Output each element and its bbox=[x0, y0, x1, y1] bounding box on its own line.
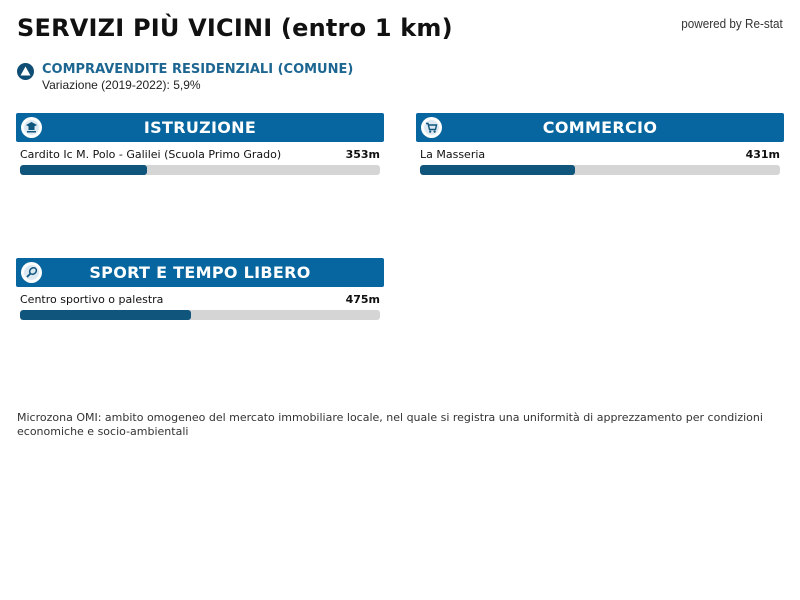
service-name: Cardito Ic M. Polo - Galilei (Scuola Primo Grado) bbox=[20, 148, 282, 161]
service-name: Centro sportivo o palestra bbox=[20, 293, 164, 306]
service-distance: 431m bbox=[745, 148, 780, 161]
list-item bbox=[420, 148, 780, 176]
list-item bbox=[20, 148, 380, 176]
section-commercio bbox=[416, 113, 784, 176]
distance-bar bbox=[20, 310, 380, 320]
distance-bar bbox=[420, 165, 780, 175]
service-name: La Masseria bbox=[420, 148, 486, 161]
footnote: Microzona OMI: ambito omogeneo del mercato immobiliare locale, nel quale si registra una uniformità di apprezzamento per condizioni economiche e socio-ambientali bbox=[17, 411, 763, 438]
powered-by-label: powered by Re-stat bbox=[681, 16, 783, 31]
section-header bbox=[416, 113, 784, 142]
distance-bar bbox=[20, 165, 380, 175]
page-title: SERVIZI PIÙ VICINI (entro 1 km) bbox=[17, 14, 453, 42]
section-title: COMMERCIO bbox=[542, 118, 658, 137]
section-header bbox=[16, 258, 384, 287]
trend-title: COMPRAVENDITE RESIDENZIALI (COMUNE) bbox=[42, 62, 354, 77]
section-header bbox=[16, 113, 384, 142]
section-title: ISTRUZIONE bbox=[143, 118, 257, 137]
service-distance: 353m bbox=[345, 148, 380, 161]
service-distance: 475m bbox=[345, 293, 380, 306]
triangle-up-icon bbox=[17, 63, 34, 80]
distance-bar-fill bbox=[20, 310, 191, 320]
section-istruzione bbox=[16, 113, 384, 176]
list-item bbox=[20, 293, 380, 321]
section-sport bbox=[16, 258, 384, 321]
section-title: SPORT E TEMPO LIBERO bbox=[89, 263, 311, 282]
distance-bar-fill bbox=[420, 165, 575, 175]
distance-bar-fill bbox=[20, 165, 147, 175]
trend-subtitle: Variazione (2019-2022): 5,9% bbox=[42, 78, 201, 92]
